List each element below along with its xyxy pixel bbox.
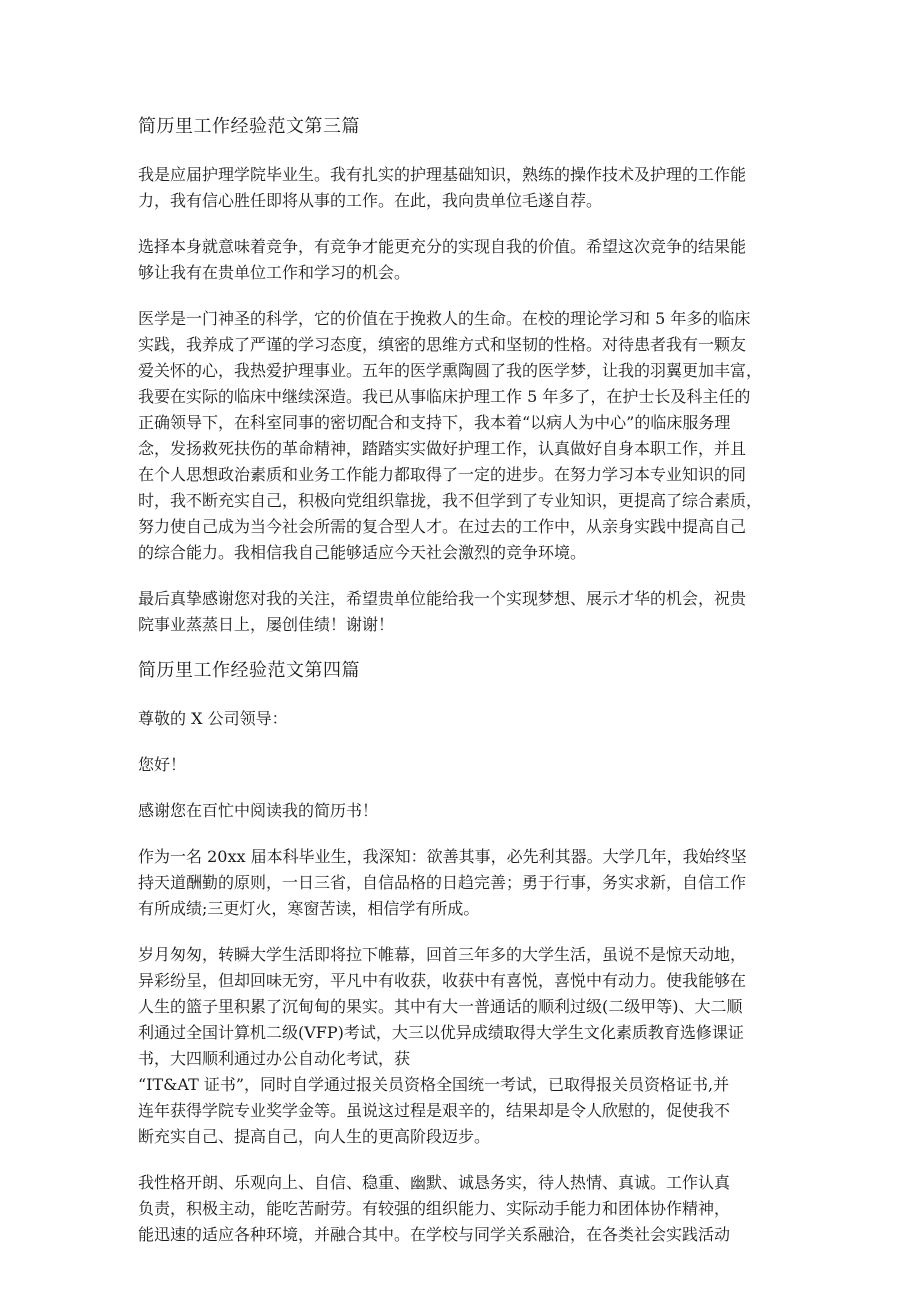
text-line: 实践，我养成了严谨的学习态度，缜密的思维方式和坚韧的性格。对待患者我有一颗友 [138,335,747,354]
text-line: 念，发扬救死扶伤的革命精神，踏踏实实做好护理工作，认真做好自身本职工作，并且 [138,439,747,458]
text-line: 正确领导下，在科室同事的密切配合和支持下，我本着“以病人为中心”的临床服务理 [138,413,731,432]
text-line: 人生的篮子里积累了沉甸甸的果实。其中有大一普通话的顺利过级(二级甲等)、大二顺 [138,997,743,1016]
section4-title: 简历里工作经验范文第四篇 [138,660,360,681]
text-line: 的综合能力。我相信我自己能够适应今天社会激烈的竞争环境。 [138,543,587,562]
section4-paragraph-personality [138,1170,794,1248]
text-line: 感谢您在百忙中阅读我的简历书！ [138,801,379,820]
text-line: 岁月匆匆，转瞬大学生活即将拉下帷幕，回首三年多的大学生活，虽说不是惊天动地， [138,945,747,964]
greeting [138,752,794,778]
thanks-line [138,798,794,824]
section3-paragraph-1 [138,162,794,214]
section3-paragraph-4 [138,586,794,638]
text-line: 书，大四顺利通过办公自动化考试，获 [138,1049,411,1068]
text-line: 作为一名 20xx 届本科毕业生，我深知：欲善其事，必先利其器。大学几年，我始终坚 [138,847,747,866]
text-line: 选择本身就意味着竞争，有竞争才能更充分的实现自我的价值。希望这次竞争的结果能 [138,237,747,256]
text-line: 我性格开朗、乐观向上、自信、稳重、幽默、诚恳务实，待人热情、真诚。工作认真 [138,1173,731,1192]
text-line: 够让我有在贵单位工作和学习的机会。 [138,263,411,282]
text-line: 院事业蒸蒸日上，屡创佳绩！谢谢！ [138,615,395,634]
text-line: 利通过全国计算机二级(VFP)考试，大三以优异成绩取得大学生文化素质教育选修课证 [138,1023,744,1042]
text-line: 最后真挚感谢您对我的关注，希望贵单位能给我一个实现梦想、展示才华的机会，祝贵 [138,589,747,608]
text-line: 持天道酬勤的原则，一日三省，自信品格的日趋完善；勇于行事，务实求新，自信工作 [138,873,747,892]
section3-paragraph-2 [138,234,794,286]
section3-paragraph-3 [138,306,794,566]
text-line: 我是应届护理学院毕业生。我有扎实的护理基础知识，熟练的操作技术及护理的工作能 [138,165,747,184]
text-line: 连年获得学院专业奖学金等。虽说这过程是艰辛的，结果却是令人欣慰的，促使我不 [138,1101,731,1120]
text-line: 负责，积极主动，能吃苦耐劳。有较强的组织能力、实际动手能力和团体协作精神， [138,1199,731,1218]
text-line: 异彩纷呈，但却回味无穷，平凡中有收获，收获中有喜悦，喜悦中有动力。使我能够在 [138,971,747,990]
text-line: 断充实自己、提高自己，向人生的更高阶段迈步。 [138,1127,491,1146]
text-line: 您好！ [138,755,187,774]
text-line: 能迅速的适应各种环境，并融合其中。在学校与同学关系融洽，在各类社会实践活动 [138,1225,731,1244]
section4-paragraph-experience [138,942,794,1150]
document-page [138,114,794,1268]
text-line: 有所成绩;三更灯火，寒窗苦读，相信学有所成。 [138,899,480,918]
text-line: 爱关怀的心，我热爱护理事业。五年的医学熏陶圆了我的医学梦，让我的羽翼更加丰富， [138,361,763,380]
text-line: 尊敬的 X 公司领导： [138,709,288,728]
section4-paragraph-intro [138,844,794,922]
text-line: 医学是一门神圣的科学，它的价值在于挽救人的生命。在校的理论学习和 5 年多的临床 [138,309,751,328]
section3-title: 简历里工作经验范文第三篇 [138,116,360,137]
text-line: 力，我有信心胜任即将从事的工作。在此，我向贵单位毛遂自荐。 [138,191,603,210]
text-line: 我要在实际的临床中继续深造。我已从事临床护理工作 5 年多了，在护士长及科主任的 [138,387,751,406]
text-line: 时，我不断充实自己，积极向党组织靠拢，我不但学到了专业知识，更提高了综合素质， [138,491,763,510]
text-line: 在个人思想政治素质和业务工作能力都取得了一定的进步。在努力学习本专业知识的同 [138,465,747,484]
text-line: “IT&AT 证书”，同时自学通过报关员资格全国统一考试，已取得报关员资格证书,并 [138,1075,730,1094]
text-line: 努力使自己成为当今社会所需的复合型人才。在过去的工作中，从亲身实践中提高自己 [138,517,747,536]
salutation [138,706,794,732]
